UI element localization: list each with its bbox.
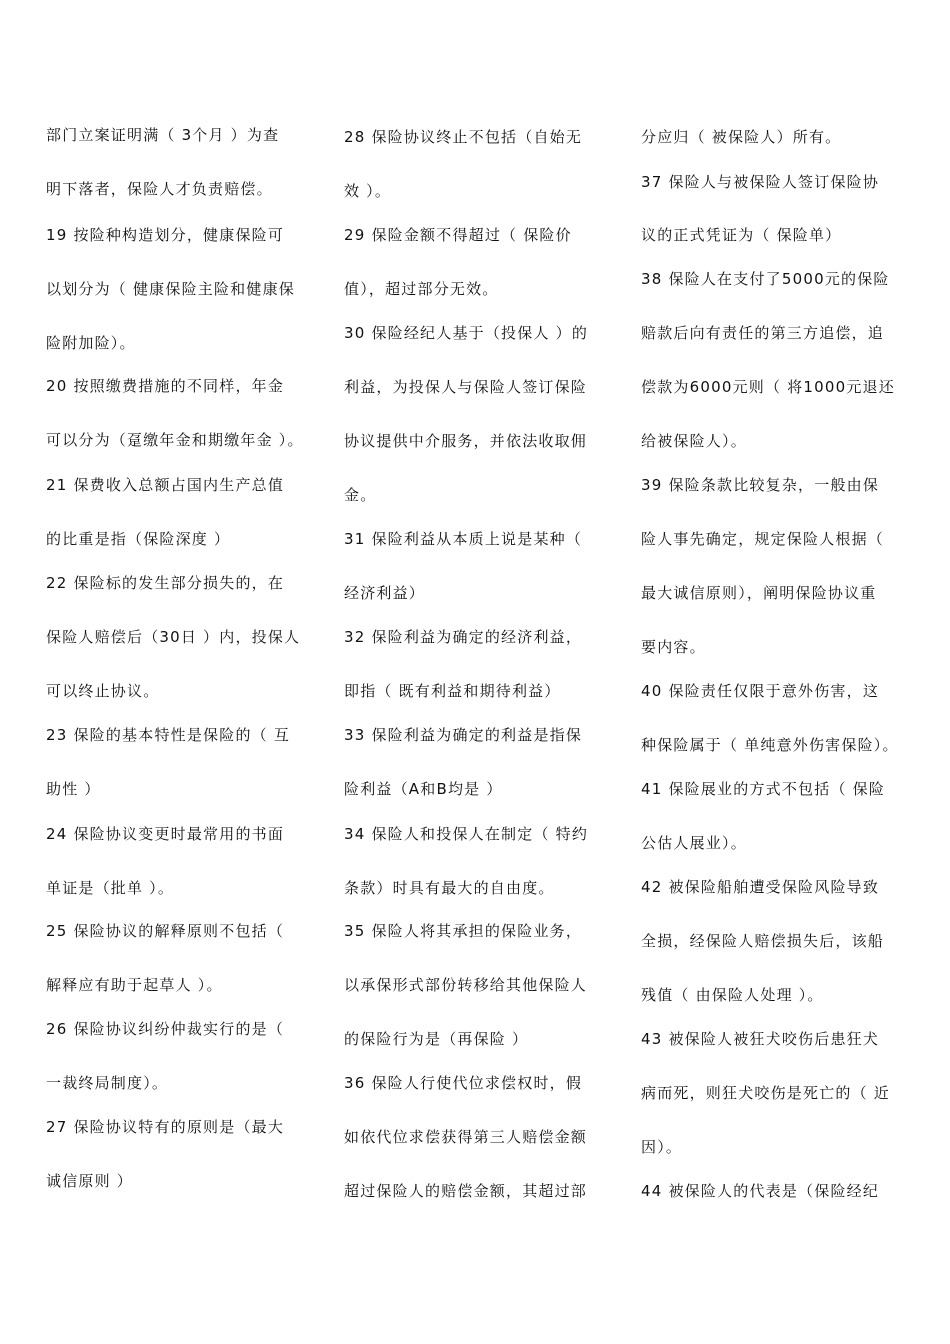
text-line: 的比重是指（保险深度 ） (46, 530, 231, 548)
text-line: 37 保险人与被保险人签订保险协 (641, 173, 880, 191)
text-line: 31 保险利益从本质上说是某种（ (344, 530, 583, 548)
text-line: 以划分为（ 健康保险主险和健康保 (46, 280, 295, 298)
text-line: 分应归（ 被保险人）所有。 (641, 128, 842, 146)
text-line: 偿款为6000元则（ 将1000元退还 (641, 378, 895, 396)
text-line: 保险人赔偿后（30日 ）内，投保人 (46, 628, 301, 646)
text-line: 40 保险责任仅限于意外伤害，这 (641, 682, 880, 700)
text-line: 26 保险协议纠纷仲裁实行的是（ (46, 1020, 285, 1038)
text-line: 可以分为（趸缴年金和期缴年金 ）。 (46, 431, 304, 449)
text-line: 赔款后向有责任的第三方追偿，追 (641, 324, 885, 342)
text-line: 部门立案证明满（ 3个月 ）为查 (46, 126, 280, 144)
text-line: 23 保险的基本特性是保险的（ 互 (46, 726, 291, 744)
text-line: 效 ）。 (344, 182, 392, 200)
text-line: 协议提供中介服务，并依法收取佣 (344, 432, 588, 450)
text-line: 险人事先确定，规定保险人根据（ (641, 530, 885, 548)
text-line: 27 保险协议特有的原则是（最大 (46, 1118, 285, 1136)
text-line: 的保险行为是（再保险 ） (344, 1030, 529, 1048)
text-line: 39 保险条款比较复杂，一般由保 (641, 476, 880, 494)
text-line: 要内容。 (641, 638, 706, 656)
text-line: 给被保险人）。 (641, 432, 747, 450)
text-line: 36 保险人行使代位求偿权时，假 (344, 1074, 583, 1092)
text-line: 险利益（A和B均是 ） (344, 780, 503, 798)
text-line: 值），超过部分无效。 (344, 280, 499, 298)
text-line: 30 保险经纪人基于（投保人 ）的 (344, 324, 589, 342)
text-line: 残值（ 由保险人处理 ）。 (641, 986, 824, 1004)
text-line: 议的正式凭证为（ 保险单） (641, 226, 842, 244)
text-line: 21 保费收入总额占国内生产总值 (46, 476, 285, 494)
text-line: 33 保险利益为确定的利益是指保 (344, 726, 583, 744)
text-line: 29 保险金额不得超过（ 保险价 (344, 226, 572, 244)
text-line: 以承保形式部份转移给其他保险人 (344, 976, 588, 994)
text-line: 助性 ） (46, 780, 101, 798)
text-line: 20 按照缴费措施的不同样，年金 (46, 377, 285, 395)
text-line: 35 保险人将其承担的保险业务， (344, 922, 583, 940)
text-line: 条款）时具有最大的自由度。 (344, 879, 555, 897)
text-line: 种保险属于（ 单纯意外伤害保险）。 (641, 736, 899, 754)
text-line: 单证是（批单 ）。 (46, 879, 175, 897)
text-line: 38 保险人在支付了5000元的保险 (641, 270, 890, 288)
text-line: 险附加险）。 (46, 334, 136, 352)
text-line: 22 保险标的发生部分损失的，在 (46, 574, 285, 592)
text-line: 24 保险协议变更时最常用的书面 (46, 825, 285, 843)
text-line: 全损，经保险人赔偿损失后，该船 (641, 932, 885, 950)
text-line: 25 保险协议的解释原则不包括（ (46, 922, 285, 940)
text-line: 41 保险展业的方式不包括（ 保险 (641, 780, 886, 798)
text-line: 34 保险人和投保人在制定（ 特约 (344, 825, 589, 843)
text-line: 利益，为投保人与保险人签订保险 (344, 378, 588, 396)
text-line: 最大诚信原则），阐明保险协议重 (641, 584, 877, 602)
text-line: 明下落者，保险人才负责赔偿。 (46, 180, 273, 198)
text-line: 即指（ 既有利益和期待利益） (344, 682, 561, 700)
text-line: 金。 (344, 486, 377, 504)
text-line: 因）。 (641, 1138, 683, 1156)
text-line: 可以终止协议。 (46, 682, 160, 700)
text-line: 44 被保险人的代表是（保险经纪 (641, 1182, 880, 1200)
text-line: 42 被保险船舶遭受保险风险导致 (641, 878, 880, 896)
text-line: 28 保险协议终止不包括（自始无 (344, 128, 583, 146)
text-line: 19 按险种构造划分，健康保险可 (46, 226, 285, 244)
text-line: 公估人展业）。 (641, 834, 747, 852)
text-line: 诚信原则 ） (46, 1172, 133, 1190)
text-line: 解释应有助于起草人 ）。 (46, 976, 223, 994)
text-line: 如依代位求偿获得第三人赔偿金额 (344, 1128, 588, 1146)
text-line: 超过保险人的赔偿金额，其超过部 (344, 1182, 588, 1200)
text-line: 43 被保险人被狂犬咬伤后患狂犬 (641, 1030, 880, 1048)
text-line: 病而死，则狂犬咬伤是死亡的（ 近 (641, 1084, 890, 1102)
text-line: 32 保险利益为确定的经济利益， (344, 628, 583, 646)
text-line: 一裁终局制度）。 (46, 1074, 169, 1092)
text-line: 经济利益） (344, 584, 426, 602)
